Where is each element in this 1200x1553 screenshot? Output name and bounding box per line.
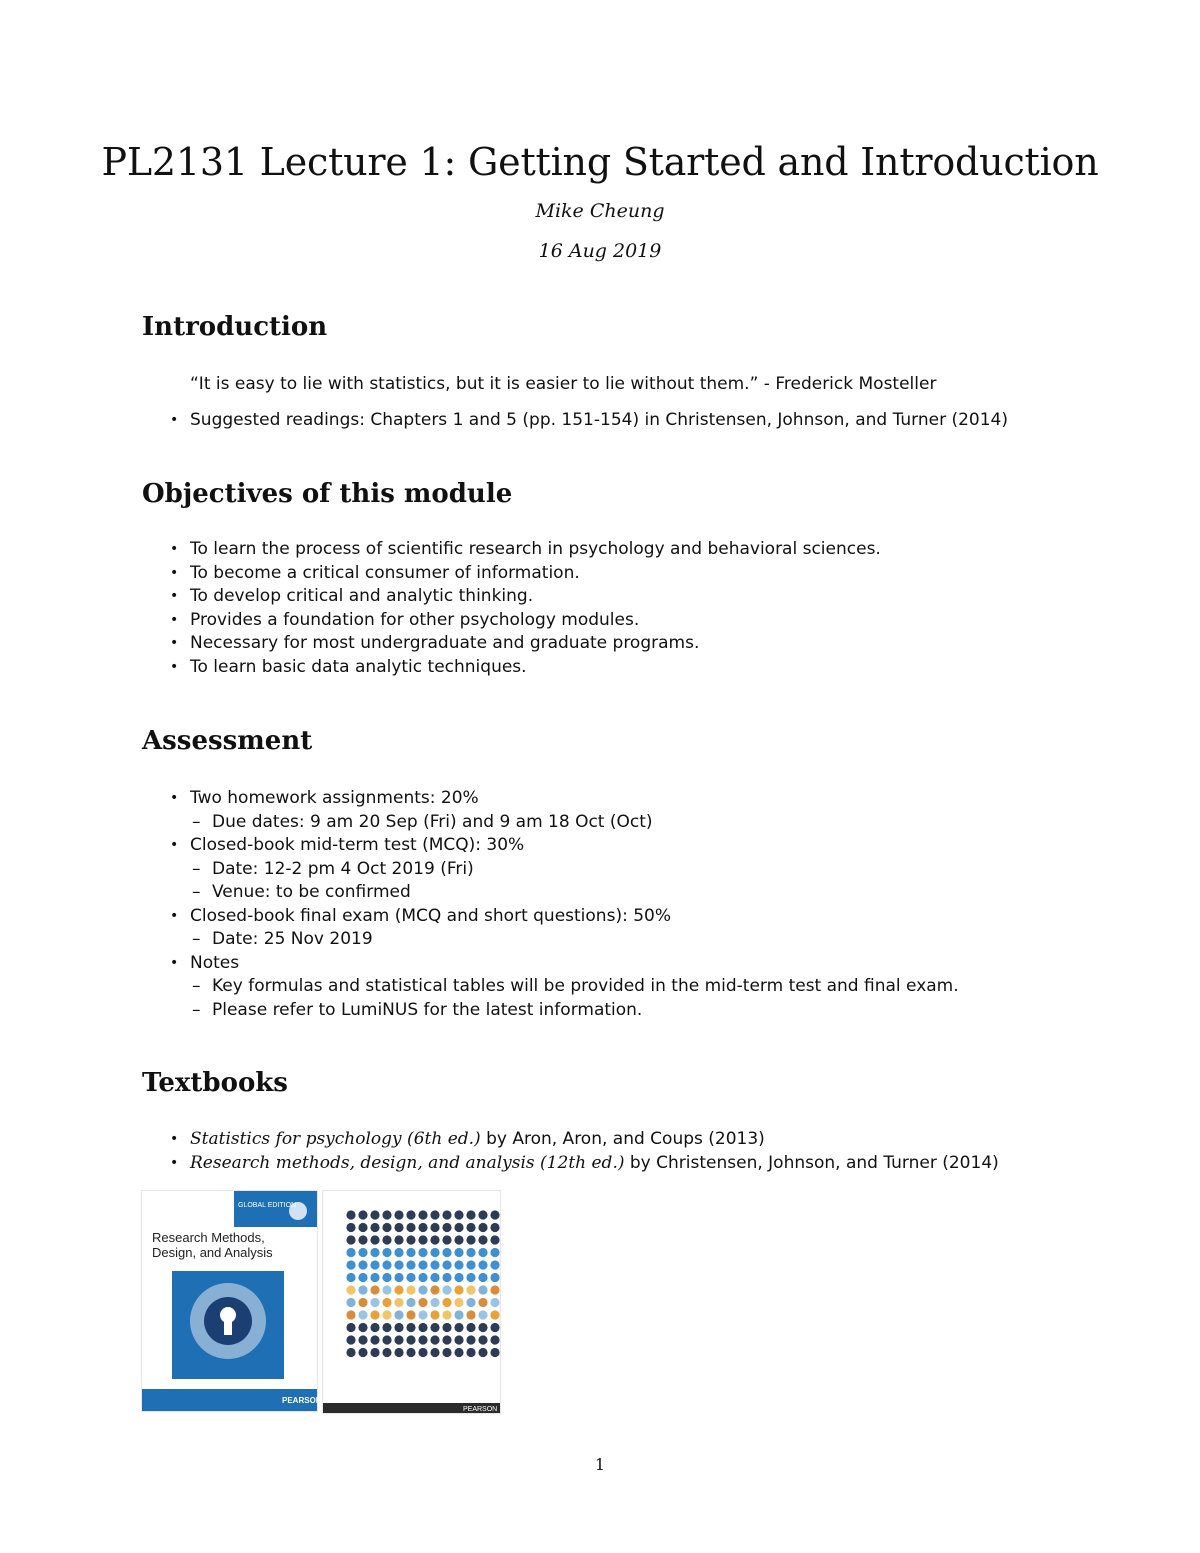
cover-dot — [430, 1335, 439, 1344]
cover-dot — [478, 1248, 487, 1257]
cover-dot — [454, 1273, 463, 1282]
cover-title-line1: Research Methods, — [152, 1230, 265, 1245]
cover-dot — [358, 1260, 367, 1269]
cover-publisher: PEARSON — [282, 1396, 322, 1405]
cover-dot — [490, 1348, 499, 1357]
cover-badge: GLOBAL EDITION — [238, 1202, 297, 1209]
cover-dot — [430, 1285, 439, 1294]
cover-dot — [346, 1323, 355, 1332]
cover-dot — [418, 1260, 427, 1269]
book-cover-art — [323, 1191, 500, 1413]
cover-dot — [358, 1298, 367, 1307]
cover-dot — [394, 1348, 403, 1357]
cover-dot — [382, 1223, 391, 1232]
cover-dot — [430, 1298, 439, 1307]
cover-dot — [394, 1298, 403, 1307]
book-title: Research methods, design, and analysis (12th ed.) — [190, 1152, 625, 1173]
cover-dot — [346, 1235, 355, 1244]
cover-dot — [370, 1260, 379, 1269]
cover-dot — [394, 1210, 403, 1219]
cover-dot — [418, 1348, 427, 1357]
cover-dot — [478, 1235, 487, 1244]
document-date: 16 Aug 2019 — [538, 240, 662, 262]
cover-dot — [430, 1273, 439, 1282]
cover-dot — [394, 1260, 403, 1269]
cover-dot — [430, 1223, 439, 1232]
cover-dot — [358, 1348, 367, 1357]
cover-dot — [430, 1310, 439, 1319]
cover-dot — [454, 1235, 463, 1244]
cover-dot — [382, 1248, 391, 1257]
cover-publisher: PEARSON — [463, 1406, 498, 1413]
cover-dot — [370, 1248, 379, 1257]
cover-dot — [478, 1298, 487, 1307]
cover-dot — [442, 1235, 451, 1244]
sub-list-item: – Please refer to LumiNUS for the latest information. — [170, 999, 959, 1023]
cover-dot — [358, 1210, 367, 1219]
introduction-list — [170, 409, 1008, 433]
cover-dot — [478, 1273, 487, 1282]
list-item: • To develop critical and analytic thinking. — [170, 585, 881, 609]
cover-dot — [394, 1273, 403, 1282]
cover-dot — [442, 1210, 451, 1219]
cover-dot — [382, 1335, 391, 1344]
list-item: • Closed-book mid-term test (MCQ): 30% — [170, 834, 959, 858]
list-subgroup — [170, 811, 959, 835]
book-cover-statistics-psychology — [322, 1190, 501, 1414]
list-item: • Closed-book final exam (MCQ and short questions): 50% — [170, 905, 959, 929]
book-cover-research-methods — [141, 1190, 322, 1412]
document-title: PL2131 Lecture 1: Getting Started and Introduction — [101, 140, 1099, 184]
cover-dot — [418, 1273, 427, 1282]
cover-dot — [382, 1260, 391, 1269]
cover-dot — [442, 1248, 451, 1257]
cover-dot — [406, 1298, 415, 1307]
cover-dot — [406, 1248, 415, 1257]
cover-dot — [454, 1310, 463, 1319]
list-item: • Two homework assignments: 20% — [170, 787, 959, 811]
cover-dot — [418, 1235, 427, 1244]
cover-dot — [466, 1285, 475, 1294]
cover-dot — [382, 1273, 391, 1282]
mosteller-quote: “It is easy to lie with statistics, but it is easier to lie without them.” - Frederick Mosteller — [190, 374, 937, 394]
cover-dot — [442, 1273, 451, 1282]
author: Mike Cheung — [535, 200, 665, 222]
cover-dot — [478, 1210, 487, 1219]
cover-dot — [406, 1235, 415, 1244]
cover-dot — [430, 1248, 439, 1257]
objectives-list — [170, 538, 881, 679]
cover-dot — [466, 1235, 475, 1244]
cover-dot — [370, 1210, 379, 1219]
section-heading-assessment: Assessment — [142, 726, 313, 756]
list-item: • To learn the process of scientific research in psychology and behavioral sciences. — [170, 538, 881, 562]
list-subgroup — [170, 975, 959, 1022]
cover-dot — [454, 1348, 463, 1357]
cover-dot — [406, 1210, 415, 1219]
assessment-list — [170, 787, 959, 1022]
cover-dot — [430, 1348, 439, 1357]
cover-dot — [466, 1310, 475, 1319]
cover-dot — [442, 1348, 451, 1357]
cover-dot — [478, 1335, 487, 1344]
cover-dot — [442, 1323, 451, 1332]
cover-dot — [406, 1273, 415, 1282]
cover-dot — [382, 1323, 391, 1332]
cover-dot — [406, 1348, 415, 1357]
cover-dot — [346, 1298, 355, 1307]
cover-dot — [418, 1310, 427, 1319]
list-item: • Notes — [170, 952, 959, 976]
cover-dot — [346, 1310, 355, 1319]
cover-dot — [418, 1223, 427, 1232]
cover-dot — [466, 1335, 475, 1344]
cover-dot — [490, 1298, 499, 1307]
cover-dot — [430, 1260, 439, 1269]
cover-dot — [454, 1248, 463, 1257]
book-cover-art — [142, 1191, 322, 1411]
cover-dot — [382, 1298, 391, 1307]
cover-dot — [418, 1285, 427, 1294]
cover-dot — [490, 1223, 499, 1232]
cover-dot — [478, 1348, 487, 1357]
section-heading-textbooks: Textbooks — [142, 1068, 288, 1098]
cover-dot — [394, 1285, 403, 1294]
cover-dot — [358, 1248, 367, 1257]
cover-dot — [454, 1298, 463, 1307]
sub-list-item: – Due dates: 9 am 20 Sep (Fri) and 9 am 18 Oct (Oct) — [170, 811, 959, 835]
cover-dot — [346, 1210, 355, 1219]
cover-dot — [454, 1285, 463, 1294]
cover-dot — [490, 1323, 499, 1332]
cover-dot — [466, 1348, 475, 1357]
section-heading-introduction: Introduction — [142, 312, 328, 342]
cover-dot — [370, 1235, 379, 1244]
cover-dot — [406, 1335, 415, 1344]
sub-list-item: – Date: 25 Nov 2019 — [170, 928, 959, 952]
cover-dot — [394, 1235, 403, 1244]
list-subgroup — [170, 858, 959, 905]
list-item: • To become a critical consumer of information. — [170, 562, 881, 586]
cover-dot — [478, 1260, 487, 1269]
cover-dot — [394, 1248, 403, 1257]
cover-dot — [370, 1285, 379, 1294]
cover-dot — [490, 1310, 499, 1319]
cover-dot — [382, 1285, 391, 1294]
sub-list-item: – Venue: to be confirmed — [170, 881, 959, 905]
cover-dot — [406, 1323, 415, 1332]
cover-dot — [418, 1248, 427, 1257]
book-title: Statistics for psychology (6th ed.) — [190, 1129, 481, 1149]
cover-dot — [490, 1273, 499, 1282]
cover-dot — [370, 1273, 379, 1282]
list-item: • Suggested readings: Chapters 1 and 5 (pp. 151-154) in Christensen, Johnson, and Turner (2014) — [170, 409, 1008, 433]
cover-dot — [466, 1273, 475, 1282]
cover-dot — [370, 1310, 379, 1319]
cover-dot — [454, 1260, 463, 1269]
cover-dot — [382, 1348, 391, 1357]
cover-dot — [346, 1273, 355, 1282]
section-heading-objectives: Objectives of this module — [142, 479, 513, 509]
cover-dot — [358, 1223, 367, 1232]
cover-dot — [454, 1210, 463, 1219]
cover-dot — [430, 1210, 439, 1219]
cover-dot — [454, 1335, 463, 1344]
cover-dot — [382, 1235, 391, 1244]
cover-dot — [490, 1260, 499, 1269]
cover-dot — [442, 1310, 451, 1319]
cover-dot — [466, 1210, 475, 1219]
cover-dot — [430, 1235, 439, 1244]
cover-dot — [394, 1323, 403, 1332]
cover-dot — [478, 1310, 487, 1319]
cover-dot — [466, 1323, 475, 1332]
cover-dot — [346, 1285, 355, 1294]
list-item: • Necessary for most undergraduate and graduate programs. — [170, 632, 881, 656]
cover-dot — [358, 1310, 367, 1319]
cover-dot — [346, 1248, 355, 1257]
cover-dot — [394, 1335, 403, 1344]
book-authors: by Aron, Aron, and Coups (2013) — [480, 1129, 765, 1149]
cover-dot — [442, 1223, 451, 1232]
cover-dot — [370, 1223, 379, 1232]
cover-dot — [466, 1223, 475, 1232]
cover-dot — [370, 1335, 379, 1344]
cover-dot — [358, 1273, 367, 1282]
cover-dot — [490, 1235, 499, 1244]
cover-dot — [418, 1298, 427, 1307]
cover-dot — [346, 1223, 355, 1232]
cover-dot — [358, 1335, 367, 1344]
cover-dot — [490, 1210, 499, 1219]
cover-dot — [370, 1348, 379, 1357]
list-item — [170, 1128, 999, 1152]
cover-dot — [346, 1260, 355, 1269]
book-authors: by Christensen, Johnson, and Turner (2014) — [624, 1152, 999, 1173]
cover-dot — [442, 1260, 451, 1269]
list-item: • Provides a foundation for other psychology modules. — [170, 609, 881, 633]
cover-dot — [394, 1223, 403, 1232]
cover-dot — [490, 1335, 499, 1344]
list-subgroup — [170, 928, 959, 952]
cover-title-line2: Design, and Analysis — [152, 1245, 273, 1260]
page-number: 1 — [594, 1455, 606, 1474]
cover-dot — [370, 1298, 379, 1307]
cover-dot — [466, 1248, 475, 1257]
sub-list-item: – Key formulas and statistical tables will be provided in the mid-term test and final exam. — [170, 975, 959, 999]
cover-dot — [466, 1298, 475, 1307]
list-item: • To learn basic data analytic techniques. — [170, 656, 881, 680]
cover-dot — [466, 1260, 475, 1269]
cover-dot — [418, 1335, 427, 1344]
textbooks-list — [170, 1128, 999, 1175]
cover-dot — [406, 1260, 415, 1269]
cover-dot — [346, 1348, 355, 1357]
cover-dot — [370, 1323, 379, 1332]
cover-dot — [406, 1223, 415, 1232]
cover-dot — [478, 1323, 487, 1332]
cover-dot — [454, 1223, 463, 1232]
cover-dot — [406, 1285, 415, 1294]
list-item — [170, 1152, 999, 1176]
cover-dot — [394, 1310, 403, 1319]
cover-dot — [358, 1235, 367, 1244]
cover-dot — [418, 1323, 427, 1332]
cover-dot — [406, 1310, 415, 1319]
cover-dot — [358, 1285, 367, 1294]
cover-dot — [454, 1323, 463, 1332]
sub-list-item: – Date: 12-2 pm 4 Oct 2019 (Fri) — [170, 858, 959, 882]
cover-dot — [382, 1310, 391, 1319]
cover-dot — [490, 1248, 499, 1257]
cover-dot — [442, 1335, 451, 1344]
cover-dot — [490, 1285, 499, 1294]
cover-dot — [442, 1285, 451, 1294]
cover-dot — [382, 1210, 391, 1219]
cover-dot — [418, 1210, 427, 1219]
cover-dot — [478, 1223, 487, 1232]
cover-dot — [442, 1298, 451, 1307]
cover-dot — [346, 1335, 355, 1344]
cover-dot — [478, 1285, 487, 1294]
cover-dot — [358, 1323, 367, 1332]
cover-dot — [430, 1323, 439, 1332]
